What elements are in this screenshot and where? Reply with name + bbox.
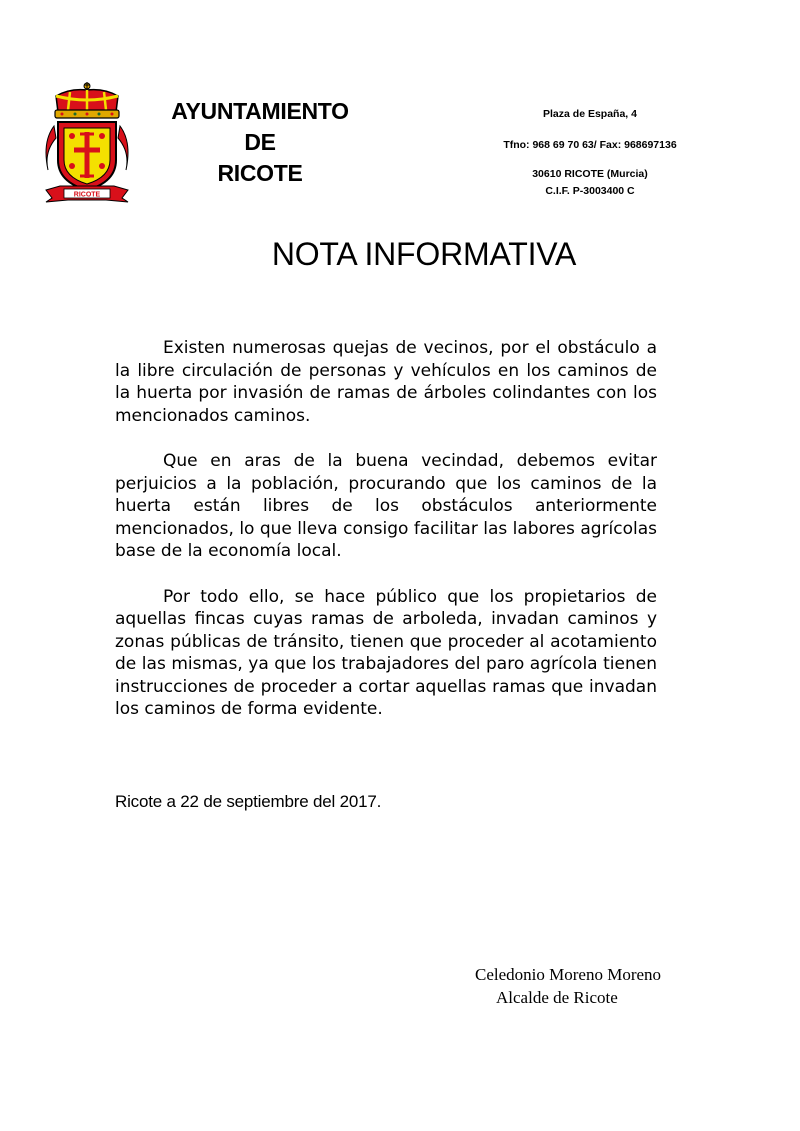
document-title: NOTA INFORMATIVA [271, 236, 577, 272]
address: Plaza de España, 4 [543, 108, 637, 120]
org-line: RICOTE [217, 160, 303, 186]
signature-block [475, 963, 661, 1009]
coat-of-arms-logo [40, 82, 134, 204]
signer-name: Celedonio Moreno Moreno [475, 965, 662, 984]
organization-name [150, 96, 370, 189]
ribbon-banner [46, 186, 128, 202]
tax-id: C.I.F. P-3003400 C [545, 185, 635, 197]
shield-icon [58, 122, 116, 190]
signer-role: Alcalde de Ricote [496, 988, 618, 1007]
crown-icon [55, 82, 119, 118]
phone-fax: Tfno: 968 69 70 63/ Fax: 968697136 [503, 139, 677, 151]
paragraph: Existen numerosas quejas de vecinos, por el obstáculo a la libre circulación de personas y vehículos en los caminos de la huerta por invasión de ramas de árboles colindantes con los mencionados caminos. [115, 338, 657, 426]
date-line: Ricote a 22 de septiembre del 2017. [115, 792, 382, 811]
paragraph: Que en aras de la buena vecindad, debemos evitar perjuicios a la población, procurando que los caminos de la huerta están libres de los obstáculos anteriormente mencionados, lo que lleva consigo facilitar las labores agrícolas base de la economía local. [115, 451, 657, 561]
paragraph: Por todo ello, se hace público que los propietarios de aquellas fincas cuyas ramas de arboleda, invadan caminos y zonas públicas de tránsito, tienen que proceder al acotamiento de las mismas, ya que los trabajadores del paro agrícola tienen instrucciones de proceder a cortar aquellas ramas que invadan los caminos de forma evidente. [115, 586, 657, 719]
document-body [115, 337, 657, 744]
org-line: DE [244, 129, 276, 155]
postal-city: 30610 RICOTE (Murcia) [532, 168, 648, 180]
crest-ribbon-text: RICOTE [73, 191, 101, 199]
org-line: AYUNTAMIENTO [171, 98, 349, 124]
